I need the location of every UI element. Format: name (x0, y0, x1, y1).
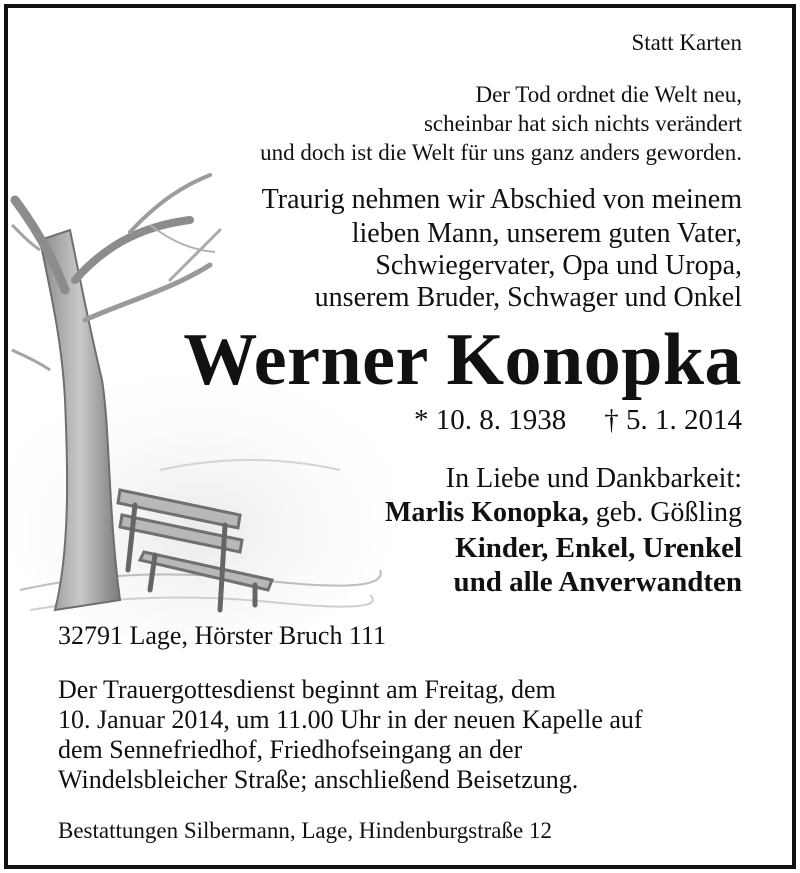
life-dates (414, 404, 742, 437)
announcement-line-4: unserem Bruder, Schwager und Onkel (314, 282, 742, 313)
poem-line-3: und doch ist die Welt für uns ganz anders geworden. (260, 140, 742, 165)
statt-karten: Statt Karten (631, 30, 742, 55)
service-line-4: Windelsbleicher Straße; anschließend Beisetzung. (58, 765, 579, 794)
undertaker: Bestattungen Silbermann, Lage, Hindenburgstraße 12 (58, 818, 552, 843)
announcement-line-1: Traurig nehmen wir Abschied von meinem (261, 184, 742, 215)
poem-line-1: Der Tod ordnet die Welt neu, (475, 82, 742, 107)
poem-line-2: scheinbar hat sich nichts verändert (423, 111, 742, 136)
family-line-1: Kinder, Enkel, Urenkel (455, 532, 742, 564)
family-line-2: und alle Anverwandten (453, 566, 742, 598)
death-date: † 5. 1. 2014 (604, 404, 742, 436)
address: 32791 Lage, Hörster Bruch 111 (58, 621, 387, 650)
tree-and-bench-sketch-icon (10, 170, 390, 640)
spouse-maiden-name: geb. Gößling (588, 497, 742, 528)
mourners-intro: In Liebe und Dankbarkeit: (445, 463, 742, 494)
announcement-line-2: lieben Mann, unserem guten Vater, (351, 218, 742, 249)
service-line-2: 10. Januar 2014, um 11.00 Uhr in der neuen Kapelle auf (58, 705, 643, 734)
deceased-name: Werner Konopka (183, 319, 742, 401)
service-line-3: dem Sennefriedhof, Friedhofseingang an der (58, 735, 523, 764)
birth-date: * 10. 8. 1938 (414, 404, 567, 436)
spouse-name: Marlis Konopka, (384, 497, 589, 528)
spouse-line (385, 497, 742, 529)
announcement-line-3: Schwiegervater, Opa und Uropa, (375, 250, 742, 281)
service-line-1: Der Trauergottesdienst beginnt am Freitag, dem (58, 675, 556, 704)
